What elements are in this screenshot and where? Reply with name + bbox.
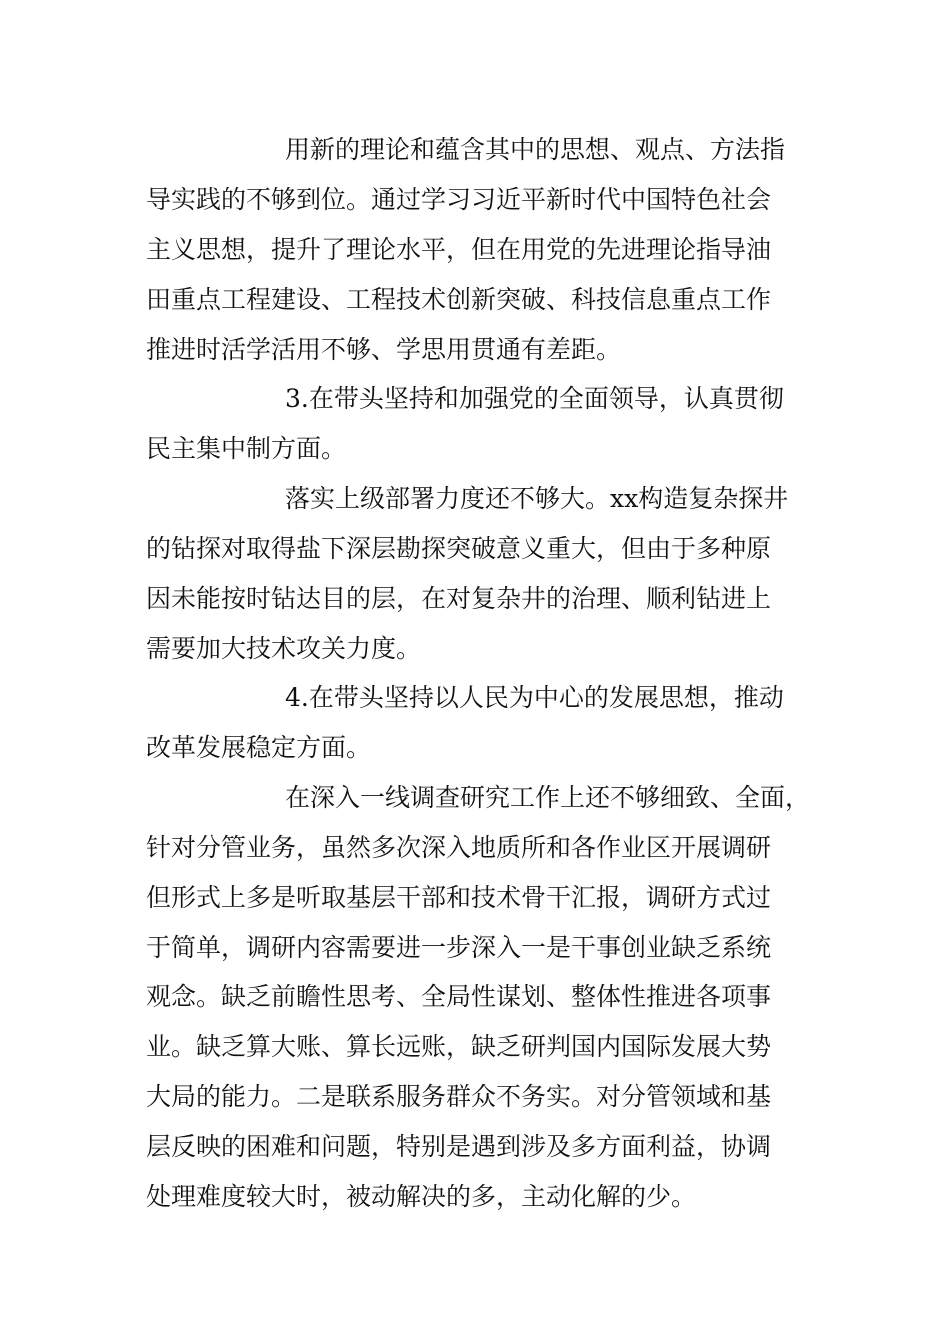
line-11: 需要加大技术攻关力度。 xyxy=(146,634,422,663)
line-20: 大局的能力。二是联系服务群众不务实。对分管领域和基 xyxy=(146,1082,772,1111)
line-22: 处理难度较大时，被动解决的多，主动化解的少。 xyxy=(146,1182,697,1211)
line-3: 主义思想，提升了理论水平，但在用党的先进理论指导油 xyxy=(146,235,772,264)
line-2: 导实践的不够到位。通过学习习近平新时代中国特色社会 xyxy=(146,185,772,214)
line-12: 4.在带头坚持以人民为中心的发展思想，推动 xyxy=(285,683,784,712)
line-17: 于简单，调研内容需要进一步深入一是干事创业缺乏系统 xyxy=(146,933,772,962)
line-18: 观念。缺乏前瞻性思考、全局性谋划、整体性推进各项事 xyxy=(146,982,772,1011)
line-16: 但形式上多是听取基层干部和技术骨干汇报，调研方式过 xyxy=(146,883,772,912)
line-6: 3.在带头坚持和加强党的全面领导，认真贯彻 xyxy=(285,384,784,413)
line-1: 用新的理论和蕴含其中的思想、观点、方法指 xyxy=(285,135,786,164)
line-15: 针对分管业务，虽然多次深入地质所和各作业区开展调研 xyxy=(146,833,772,862)
line-9: 的钻探对取得盐下深层勘探突破意义重大，但由于多种原 xyxy=(146,534,772,563)
line-14: 在深入一线调查研究工作上还不够细致、全面， xyxy=(285,783,811,812)
line-4: 田重点工程建设、工程技术创新突破、科技信息重点工作 xyxy=(146,285,772,314)
line-21: 层反映的困难和问题，特别是遇到涉及多方面利益，协调 xyxy=(146,1132,772,1161)
line-13: 改革发展稳定方面。 xyxy=(146,733,372,762)
line-7: 民主集中制方面。 xyxy=(146,434,347,463)
line-5: 推进时活学活用不够、学思用贯通有差距。 xyxy=(146,335,622,364)
line-10: 因未能按时钻达目的层，在对复杂井的治理、顺利钻进上 xyxy=(146,584,772,613)
line-19: 业。缺乏算大账、算长远账，缺乏研判国内国际发展大势 xyxy=(146,1032,772,1061)
line-8: 落实上级部署力度还不够大。xx构造复杂探井 xyxy=(285,484,789,513)
